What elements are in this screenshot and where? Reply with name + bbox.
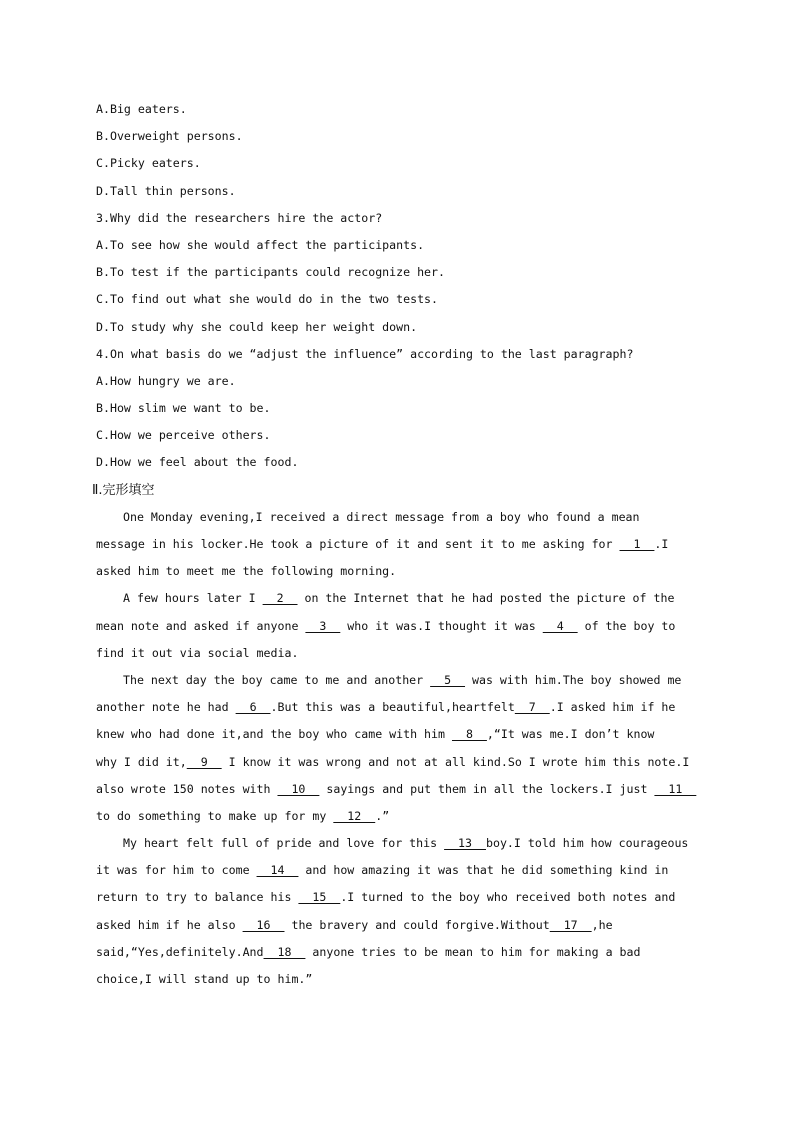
- passage-p2-line1: [96, 585, 706, 612]
- text: boy.I told him how courageous: [485, 836, 689, 851]
- blank-13: 13: [444, 836, 486, 851]
- blank-15: 15: [298, 890, 341, 905]
- text: return to try to balance his: [96, 890, 299, 905]
- text: .”: [375, 808, 390, 823]
- passage-p4-line5: [96, 939, 706, 966]
- blank-9: 9: [186, 754, 222, 769]
- passage-p2-line3: [96, 640, 706, 667]
- passage-p3-line3: [96, 721, 706, 748]
- blank-8: 8: [451, 727, 487, 742]
- q3-option-d: D.To study why she could keep her weight down.: [96, 319, 418, 334]
- text: the bravery and could forgive.Without: [284, 917, 550, 932]
- passage-p4-line2: [96, 857, 706, 884]
- text: sayings and put them in all the lockers.I just: [319, 781, 655, 796]
- text: of the boy to: [577, 618, 676, 633]
- passage-p4-line1: [96, 830, 706, 857]
- passage-p3-line4: [96, 749, 706, 776]
- passage-p1-line3: [96, 558, 706, 585]
- blank-10: 10: [277, 781, 320, 796]
- text: .I asked him if he: [549, 700, 676, 715]
- passage-p1-line1: [96, 504, 706, 531]
- text: was with him.The boy showed me: [465, 672, 682, 687]
- q4-option-b: B.How slim we want to be.: [96, 401, 271, 416]
- text: message in his locker.He took a picture of it and sent it to me asking for: [96, 537, 620, 551]
- blank-5: 5: [430, 672, 466, 687]
- text: to do something to make up for my: [96, 808, 334, 823]
- passage-p3-line5: [96, 776, 706, 803]
- text: The next day the boy came to me and another: [123, 672, 431, 687]
- text: also wrote 150 notes with: [96, 781, 278, 796]
- passage-p4-line4: [96, 912, 706, 939]
- passage-p2-line2: [96, 613, 706, 640]
- blank-17: 17: [549, 917, 592, 932]
- q3-option-b: B.To test if the participants could recognize her.: [96, 265, 446, 280]
- q4-option-a: A.How hungry we are.: [96, 373, 236, 388]
- text: and how amazing it was that he did something kind in: [298, 863, 669, 878]
- q2-option-c: C.Picky eaters.: [96, 156, 201, 171]
- q2-option-b: B.Overweight persons.: [96, 129, 243, 144]
- document-page: [92, 96, 706, 993]
- text: asked him if he also: [96, 917, 243, 932]
- passage-p4-line3: [96, 884, 706, 911]
- q3-stem: 3.Why did the researchers hire the actor?: [96, 210, 383, 225]
- text: A few hours later I: [123, 591, 263, 606]
- text: who it was.I thought it was: [340, 618, 543, 633]
- passage-p3-line2: [96, 694, 706, 721]
- text: choice,I will stand up to him.”: [96, 972, 313, 986]
- text: knew who had done it,and the boy who came with him: [96, 727, 452, 742]
- section-title: Ⅱ.完形填空: [92, 482, 155, 498]
- blank-2: 2: [262, 591, 298, 606]
- q2-option-a: A.Big eaters.: [96, 102, 187, 116]
- q2-option-d: D.Tall thin persons.: [96, 183, 236, 198]
- text: ,“It was me.I don’t know: [486, 727, 655, 742]
- text: find it out via social media.: [96, 645, 299, 660]
- text: said,“Yes,definitely.And: [96, 944, 264, 959]
- blank-7: 7: [514, 700, 550, 715]
- blank-11: 11: [654, 781, 697, 796]
- q3-option-c: C.To find out what she would do in the two tests.: [96, 292, 439, 307]
- passage-p3-line1: [96, 667, 706, 694]
- text: mean note and asked if anyone: [96, 618, 306, 633]
- passage-p1-line2: [96, 531, 706, 558]
- blank-16: 16: [242, 917, 285, 932]
- text: One Monday evening,I received a direct message from a boy who found a mean: [123, 509, 640, 524]
- q4-stem: 4.On what basis do we “adjust the influence” according to the last paragraph?: [96, 346, 634, 361]
- q4-option-d: D.How we feel about the food.: [96, 455, 299, 470]
- text: asked him to meet me the following morning.: [96, 564, 397, 579]
- text: My heart felt full of pride and love for this: [123, 836, 445, 851]
- passage-p3-line6: [96, 803, 706, 830]
- blank-18: 18: [263, 944, 306, 959]
- blank-14: 14: [256, 863, 299, 878]
- text: it was for him to come: [96, 863, 257, 878]
- blank-3: 3: [305, 618, 341, 633]
- text: I know it was wrong and not at all kind.So I wrote him this note.I: [221, 754, 690, 769]
- text: .I turned to the boy who received both notes and: [340, 890, 676, 905]
- blank-6: 6: [235, 700, 271, 715]
- blank-4: 4: [542, 618, 578, 633]
- blank-12: 12: [333, 808, 376, 823]
- text: another note he had: [96, 700, 236, 715]
- text: ,he: [591, 917, 613, 932]
- q3-option-a: A.To see how she would affect the participants.: [96, 237, 425, 252]
- text: why I did it,: [96, 754, 187, 769]
- q4-option-c: C.How we perceive others.: [96, 428, 271, 443]
- text: anyone tries to be mean to him for making a bad: [305, 944, 641, 959]
- text: .But this was a beautiful,heartfelt: [270, 700, 515, 715]
- text: on the Internet that he had posted the picture of the: [297, 591, 675, 606]
- passage-p4-line6: [96, 966, 706, 993]
- text: .I: [654, 537, 669, 551]
- blank-1: 1: [619, 537, 655, 551]
